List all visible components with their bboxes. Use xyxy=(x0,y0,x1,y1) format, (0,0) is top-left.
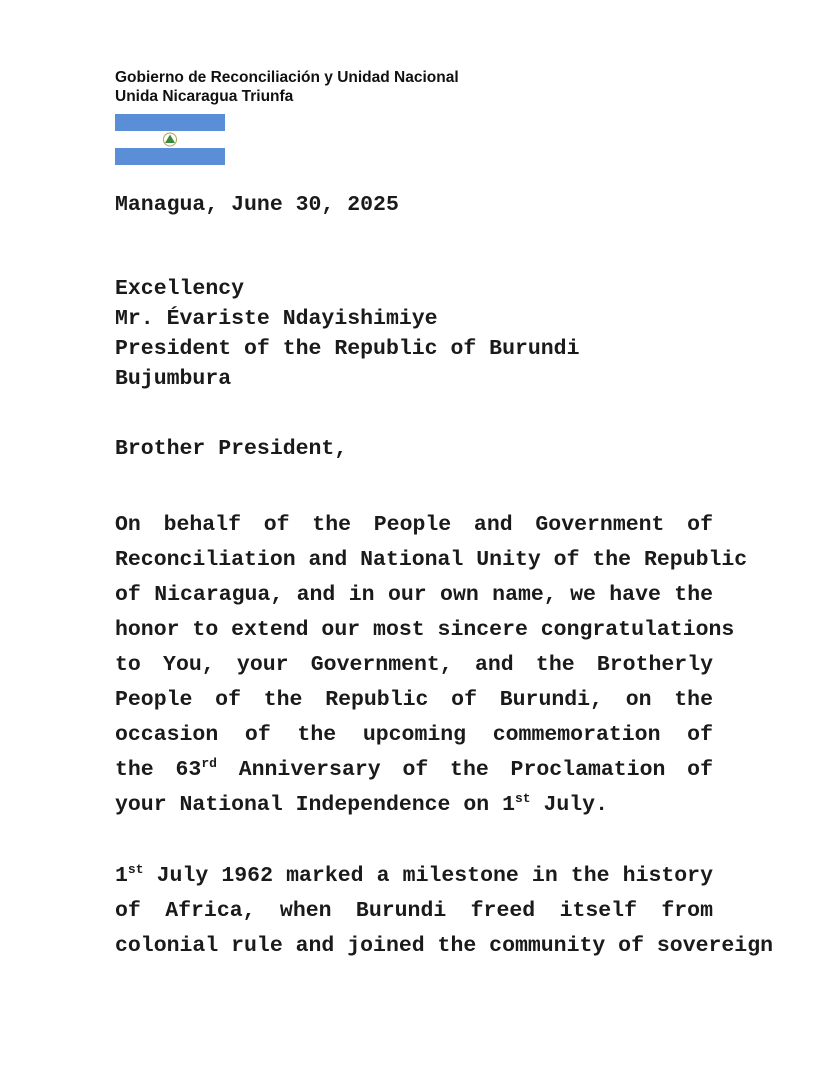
paragraph-line: of Africa, when Burundi freed itself from xyxy=(115,899,713,923)
salutation: Brother President, xyxy=(115,437,348,461)
letterhead xyxy=(115,68,459,106)
letterhead-government-name: Gobierno de Reconciliación y Unidad Nacional xyxy=(115,69,459,86)
paragraph-line xyxy=(115,753,713,788)
nicaragua-flag-icon xyxy=(115,114,225,165)
text-run: Anniversary of the Proclamation of xyxy=(216,758,713,782)
paragraph-line xyxy=(115,859,713,894)
paragraph-line: of Nicaragua, and in our own name, we have the xyxy=(115,583,713,607)
recipient-city: Bujumbura xyxy=(115,367,232,391)
recipient-block xyxy=(115,274,579,394)
paragraph-line: People of the Republic of Burundi, on the xyxy=(115,688,713,712)
letter-date: Managua, June 30, 2025 xyxy=(115,193,399,217)
paragraph-line: occasion of the upcoming commemoration of xyxy=(115,723,713,747)
paragraph-line: On behalf of the People and Government of xyxy=(115,513,713,537)
recipient-name: Mr. Évariste Ndayishimiye xyxy=(115,307,438,331)
body-paragraph-1 xyxy=(115,508,748,823)
paragraph-line: to You, your Government, and the Brotherly xyxy=(115,653,713,677)
paragraph-line: Reconciliation and National Unity of the Republic xyxy=(115,548,748,572)
paragraph-line xyxy=(115,788,713,823)
text-run: your National Independence on 1 xyxy=(115,793,515,817)
ordinal-suffix: st xyxy=(127,862,144,877)
body-paragraph-2 xyxy=(115,859,774,964)
text-run: 1 xyxy=(115,864,128,888)
paragraph-line: colonial rule and joined the community of sovereign xyxy=(115,934,774,958)
letterhead-motto: Unida Nicaragua Triunfa xyxy=(115,88,294,105)
text-run: the 63 xyxy=(115,758,202,782)
recipient-position: President of the Republic of Burundi xyxy=(115,337,580,361)
paragraph-line: honor to extend our most sincere congratulations xyxy=(115,618,735,642)
text-run: July. xyxy=(530,793,608,817)
ordinal-suffix: st xyxy=(514,791,531,806)
ordinal-suffix: rd xyxy=(201,756,217,771)
text-run: July 1962 marked a milestone in the history xyxy=(143,864,713,888)
recipient-title: Excellency xyxy=(115,277,245,301)
